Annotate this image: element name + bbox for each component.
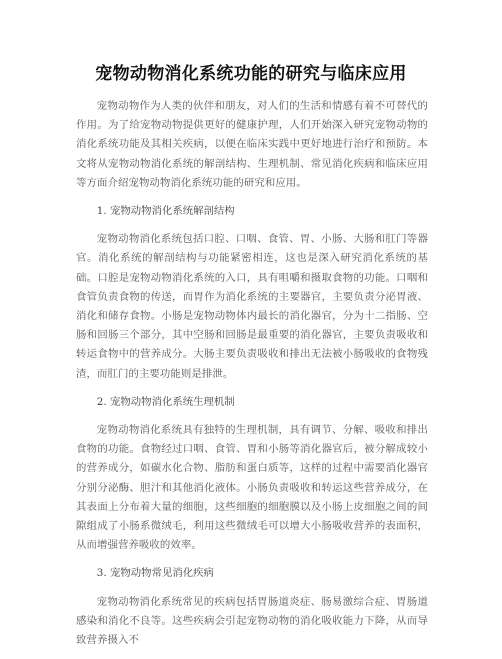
document-body xyxy=(76,97,428,659)
section-heading-physiology: 2. 宠物动物消化系统生理机制 xyxy=(96,395,235,408)
section-paragraph-anatomy: 宠物动物消化系统包括口腔、口咽、食管、胃、小肠、大肠和肛门等器官。消化系统的解剖结构与功能紧密相连，这也是深入研究消化系统的基础。口腔是宠物动物消化系统的入口，具有咀嚼和摄取食物的功能。口咽和食管负责食物的传送，而胃作为消化系统的主要器官，主要负责分泌胃液、消化和储存食物。小肠是宠物动物体内最长的消化器官，分为十二指肠、空肠和回肠三个部分，其中空肠和回肠是最重要的消化器官，主要负责吸收和转运食物中的营养成分。大肠主要负责吸收和排出无法被小肠吸收的食物残渣，而肛门的主要功能则是排泄。 xyxy=(76,233,428,380)
section-heading-diseases: 3. 宠物动物常见消化疾病 xyxy=(96,567,214,580)
section-paragraph-physiology: 宠物动物消化系统具有独特的生理机制，具有调节、分解、吸收和排出食物的功能。食物经过口咽、食管、胃和小肠等消化器官后，被分解成较小的营养成分，如碳水化合物、脂肪和蛋白质等，这样的过程中需要消化器官分别分泌酶、胆汁和其他消化液体。小肠负责吸收和转运这些营养成分，在其表面上分布着大量的细胞，这些细胞的细胞膜以及小肠上皮细胞之间的间隙组成了小肠系微绒毛，利用这些微绒毛可以增大小肠吸收营养的表面积，从而增强营养吸收的效率。 xyxy=(76,424,428,552)
document-title: 宠物动物消化系统功能的研究与临床应用 xyxy=(95,64,407,84)
intro-paragraph: 宠物动物作为人类的伙伴和朋友，对人们的生活和情感有着不可替代的作用。为了给宠物动物提供更好的健康护理，人们开始深入研究宠物动物的消化系统功能及其相关疾病，以便在临床实践中更好地进行治疗和预防。本文将从宠物动物消化系统的解剖结构、生理机制、常见消化疾病和临床应用等方面介绍宠物动物消化系统功能的研究和应用。 xyxy=(76,100,428,189)
section-paragraph-diseases: 宠物动物消化系统常见的疾病包括胃肠道炎症、肠易激综合症、胃肠道感染和消化不良等。这些疾病会引起宠物动物的消化吸收能力下降，从而导致营养摄入不 xyxy=(76,595,428,647)
section-heading-anatomy: 1. 宠物动物消化系统解剖结构 xyxy=(96,205,235,218)
